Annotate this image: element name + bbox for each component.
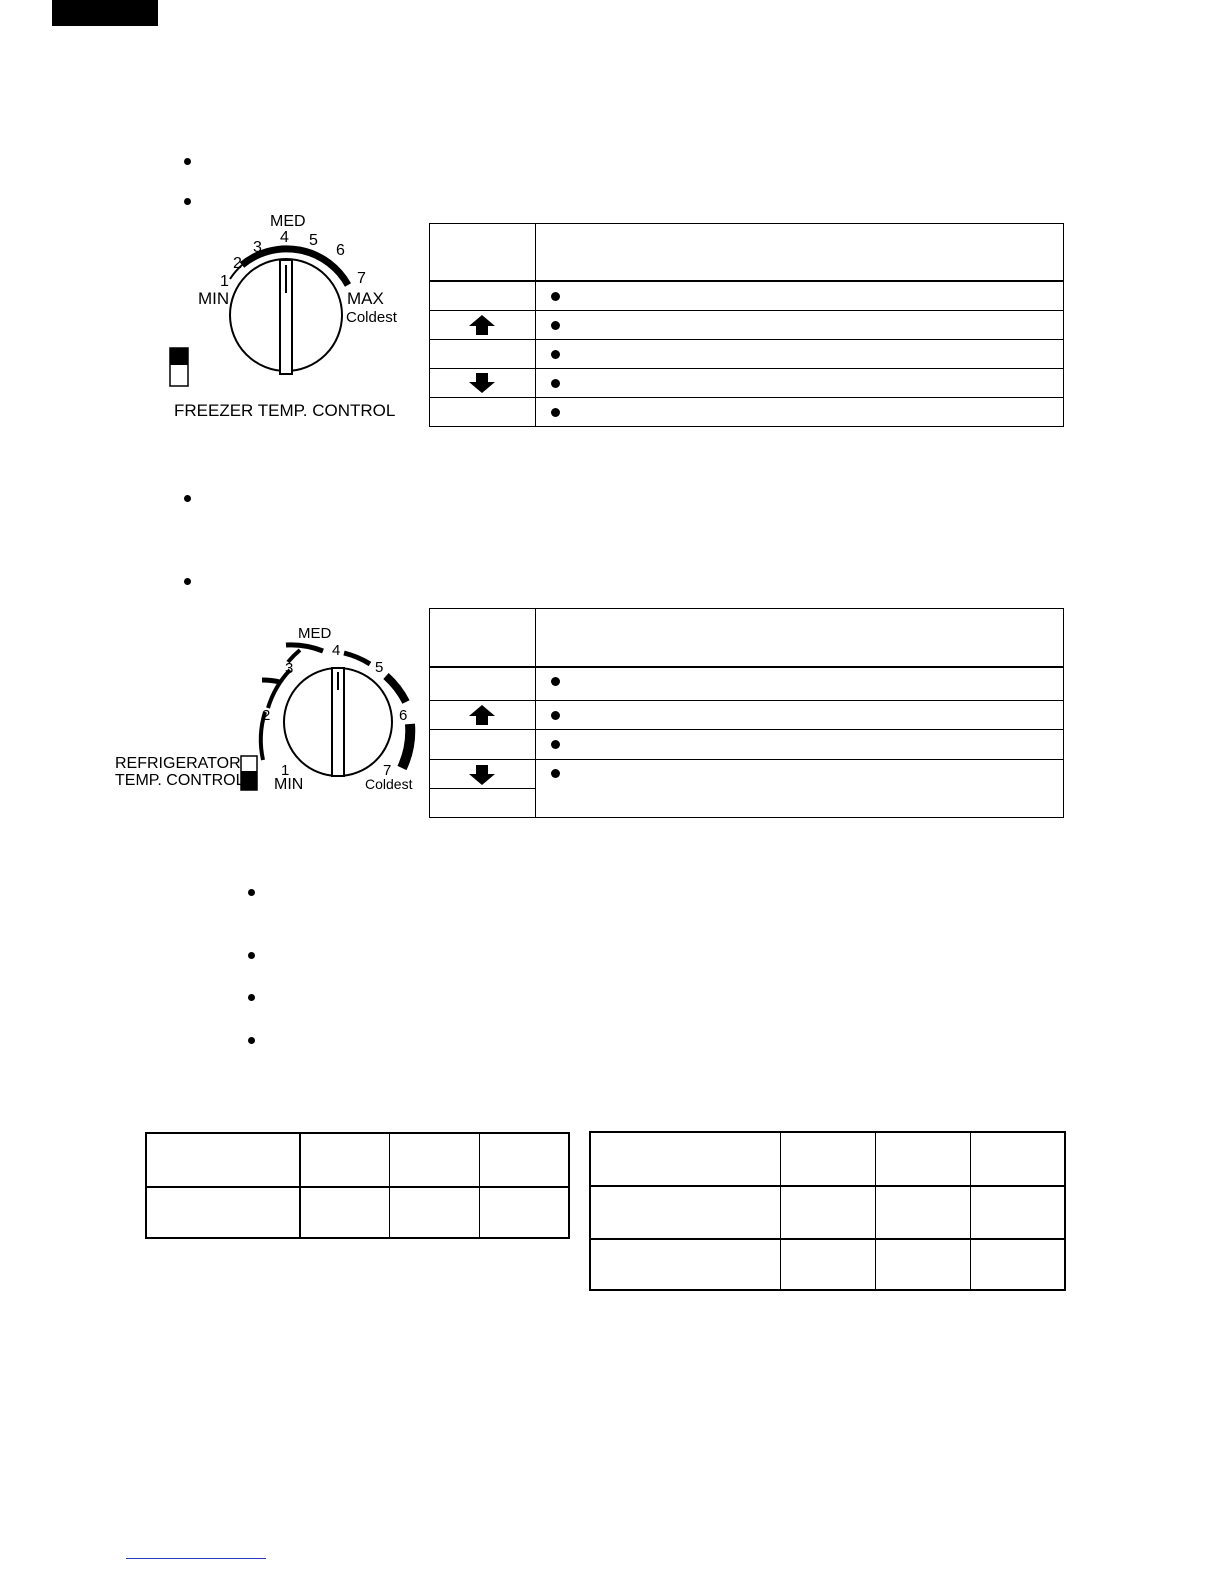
bottom-left-table [145,1132,570,1239]
bullet-icon [551,350,560,359]
bottom-right-table [589,1131,1066,1291]
refrigerator-label-line1: REFRIGERATOR [115,755,241,772]
dial-number-3: 3 [253,239,262,256]
bullet-icon [184,495,191,502]
dial-number-1: 1 [220,273,229,290]
arrow-up-icon [469,705,495,725]
bullet-icon [551,711,560,720]
bullet-icon [184,578,191,585]
refrigerator-coldest-label: Coldest [365,776,413,792]
refrigerator-label-line2: TEMP. CONTROL [115,772,245,789]
bullet-icon [551,292,560,301]
refrigerator-min-label: MIN [274,776,304,793]
bullet-icon [184,198,191,205]
dial-number-4: 4 [280,229,289,246]
freezer-settings-table [429,223,1064,427]
dial-number-2: 2 [233,255,242,272]
freezer-min-label: MIN [198,289,230,308]
dial-number-4: 4 [332,642,341,659]
bullet-icon [551,769,560,778]
dial-number-6: 6 [336,242,345,259]
arrow-down-icon [469,373,495,393]
bullet-icon [551,740,560,749]
refrigerator-med-label: MED [298,625,332,642]
bullet-icon [551,677,560,686]
dial-number-6: 6 [399,707,408,724]
footer-link-underline[interactable] [126,1558,266,1559]
refrigerator-settings-table [429,608,1064,818]
bullet-icon [248,952,255,959]
bullet-icon [248,1037,255,1044]
arrow-down-icon [469,765,495,785]
bullet-icon [248,994,255,1001]
bullet-icon [551,408,560,417]
arrow-up-icon [469,315,495,335]
bullet-icon [248,889,255,896]
bullet-icon [184,158,191,165]
bullet-icon [551,379,560,388]
dial-number-7: 7 [383,762,392,779]
dial-number-5: 5 [375,659,384,676]
refrigerator-temp-dial[interactable] [110,620,430,800]
dial-number-5: 5 [309,232,318,249]
bullet-icon [551,321,560,330]
freezer-coldest-label: Coldest [346,309,397,326]
freezer-med-label: MED [270,213,306,230]
dial-number-2: 2 [262,707,271,724]
dial-number-1: 1 [281,762,290,779]
freezer-temp-control-label: FREEZER TEMP. CONTROL [174,401,396,420]
dial-number-3: 3 [285,660,294,677]
dial-number-7: 7 [357,270,366,287]
freezer-temp-dial[interactable] [160,205,420,430]
freezer-max-label: MAX [347,289,384,308]
page-corner-tab [52,0,158,26]
